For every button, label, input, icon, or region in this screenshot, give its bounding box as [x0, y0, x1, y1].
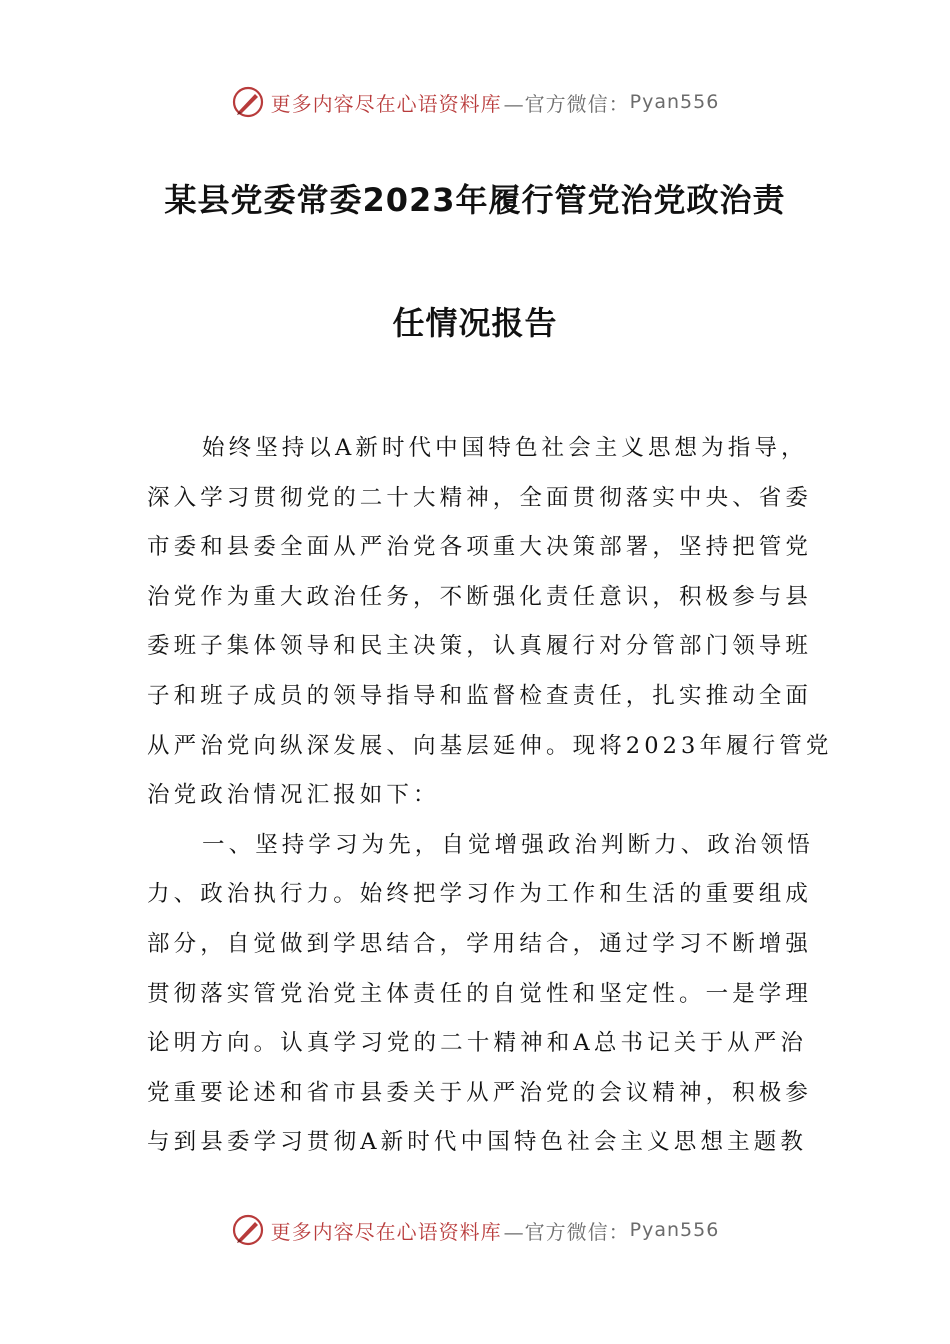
body-line: 深入学习贯彻党的二十大精神，全面贯彻落实中央、省委	[147, 484, 813, 511]
body-line: 子和班子成员的领导指导和监督检查责任，扎实推动全面	[147, 682, 813, 709]
document-title-line1: 某县党委常委2023年履行管党治党政治责	[164, 181, 786, 219]
pen-logo-icon	[231, 1213, 265, 1247]
document-title-line2: 任情况报告	[392, 304, 558, 342]
watermark-footer	[0, 1210, 950, 1250]
body-line: 始终坚持以A新时代中国特色社会主义思想为指导，	[202, 435, 808, 461]
watermark-header	[0, 82, 950, 122]
body-line: 与到县委学习贯彻A新时代中国特色社会主义思想主题教	[147, 1129, 807, 1156]
watermark-official: —官方微信：	[503, 91, 630, 116]
watermark-id: Pyan556	[629, 91, 720, 113]
pen-logo-icon	[231, 85, 265, 119]
body-line: 贯彻落实管党治党主体责任的自觉性和坚定性。一是学理	[147, 980, 813, 1007]
watermark-text: 更多内容尽在心语资料库	[270, 1219, 502, 1244]
body-line: 论明方向。认真学习党的二十精神和A总书记关于从严治	[147, 1030, 807, 1057]
watermark-official: —官方微信：	[503, 1219, 630, 1244]
watermark-text: 更多内容尽在心语资料库	[270, 91, 502, 116]
body-line: 委班子集体领导和民主决策，认真履行对分管部门领导班	[147, 633, 813, 660]
watermark-id: Pyan556	[629, 1219, 720, 1241]
body-line: 治党作为重大政治任务，不断强化责任意识，积极参与县	[147, 583, 813, 610]
body-line: 一、坚持学习为先，自觉增强政治判断力、政治领悟	[202, 831, 814, 858]
body-line: 党重要论述和省市县委关于从严治党的会议精神，积极参	[147, 1079, 813, 1106]
document-body	[147, 424, 833, 1168]
body-line: 从严治党向纵深发展、向基层延伸。现将2023年履行管党	[147, 732, 833, 759]
body-line: 力、政治执行力。始终把学习作为工作和生活的重要组成	[147, 881, 813, 908]
body-line: 部分，自觉做到学思结合，学用结合，通过学习不断增强	[147, 930, 813, 957]
body-line: 市委和县委全面从严治党各项重大决策部署，坚持把管党	[147, 534, 813, 561]
body-line: 治党政治情况汇报如下：	[147, 782, 440, 809]
